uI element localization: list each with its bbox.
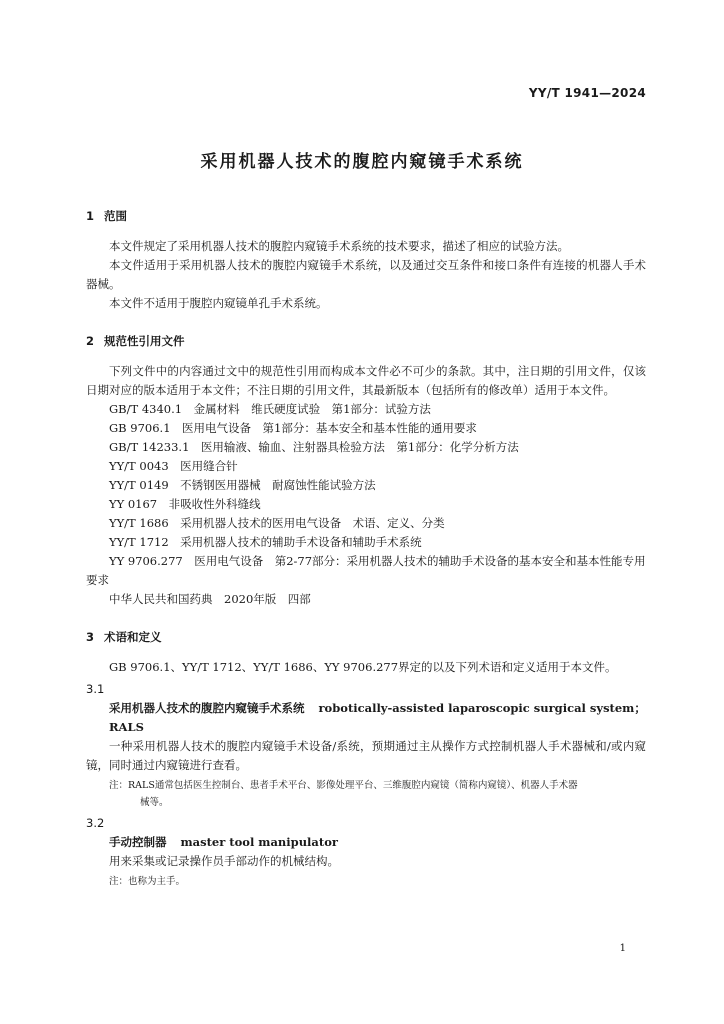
term-number: 3.2 — [86, 816, 105, 830]
section-title: 术语和定义 — [104, 630, 162, 644]
scope-paragraph: 本文件适用于采用机器人技术的腹腔内窥镜手术系统，以及通过交互条件和接口条件有连接的机器人手术器械。 — [86, 258, 646, 291]
term-name — [86, 699, 646, 737]
reference-item: YY 0167 非吸收性外科缝线 — [109, 497, 261, 511]
note-line-continued: 械等。 — [140, 797, 169, 808]
note-line: 注：RALS通常包括医生控制台、患者手术平台、影像处理平台、三维腹腔内窥镜（简称内窥镜）、机器人手术器 — [109, 780, 578, 791]
section-title: 范围 — [104, 209, 127, 223]
section-number: 2 — [86, 334, 95, 348]
document-title: 采用机器人技术的腹腔内窥镜手术系统 — [200, 152, 524, 172]
section-heading-normative-references — [86, 330, 646, 352]
reference-item: GB/T 14233.1 医用输液、输血、注射器具检验方法 第1部分：化学分析方法 — [109, 440, 519, 454]
document-body — [86, 205, 646, 892]
reference-item: YY/T 0149 不锈钢医用器械 耐腐蚀性能试验方法 — [109, 478, 376, 492]
term-note — [86, 873, 646, 890]
reference-item: 中华人民共和国药典 2020年版 四部 — [109, 592, 311, 606]
reference-item: GB 9706.1 医用电气设备 第1部分：基本安全和基本性能的通用要求 — [109, 421, 477, 435]
term-definition: 一种采用机器人技术的腹腔内窥镜手术设备/系统，预期通过主从操作方式控制机器人手术器械和/或内窥镜，同时通过内窥镜进行查看。 — [86, 739, 646, 772]
reference-item: YY/T 1686 采用机器人技术的医用电气设备 术语、定义、分类 — [109, 516, 445, 530]
term-name-cn: 采用机器人技术的腹腔内窥镜手术系统 — [109, 701, 305, 715]
scope-paragraph: 本文件规定了采用机器人技术的腹腔内窥镜手术系统的技术要求，描述了相应的试验方法。 — [109, 239, 569, 253]
section-heading-terms — [86, 626, 646, 648]
scope-paragraph: 本文件不适用于腹腔内窥镜单孔手术系统。 — [109, 296, 328, 310]
standard-code: YY/T 1941—2024 — [528, 86, 646, 100]
term-note — [86, 777, 646, 811]
section-number: 3 — [86, 630, 95, 644]
section-number: 1 — [86, 209, 95, 223]
term-definition: 用来采集或记录操作员手部动作的机械结构。 — [109, 854, 339, 868]
term-name-en: robotically-assisted laparoscopic surgical system；RALS — [109, 701, 646, 734]
section-heading-scope — [86, 205, 646, 227]
normative-intro: 下列文件中的内容通过文中的规范性引用而构成本文件必不可少的条款。其中，注日期的引用文件，仅该日期对应的版本适用于本文件；不注日期的引用文件，其最新版本（包括所有的修改单）适用于本文件。 — [86, 364, 646, 397]
section-title: 规范性引用文件 — [104, 334, 185, 348]
term-name — [86, 833, 646, 852]
reference-item: YY 9706.277 医用电气设备 第2-77部分：采用机器人技术的辅助手术设备的基本安全和基本性能专用要求 — [86, 554, 646, 587]
term-name-en: master tool manipulator — [180, 835, 338, 849]
reference-item: GB/T 4340.1 金属材料 维氏硬度试验 第1部分：试验方法 — [109, 402, 431, 416]
reference-item: YY/T 0043 医用缝合针 — [109, 459, 238, 473]
page-number: 1 — [619, 943, 626, 954]
term-name-cn: 手动控制器 — [109, 835, 167, 849]
terms-intro: GB 9706.1、YY/T 1712、YY/T 1686、YY 9706.277界定的以及下列术语和定义适用于本文件。 — [109, 660, 617, 674]
term-number: 3.1 — [86, 682, 105, 696]
note-line: 注：也称为主手。 — [109, 876, 186, 887]
reference-item: YY/T 1712 采用机器人技术的辅助手术设备和辅助手术系统 — [109, 535, 422, 549]
